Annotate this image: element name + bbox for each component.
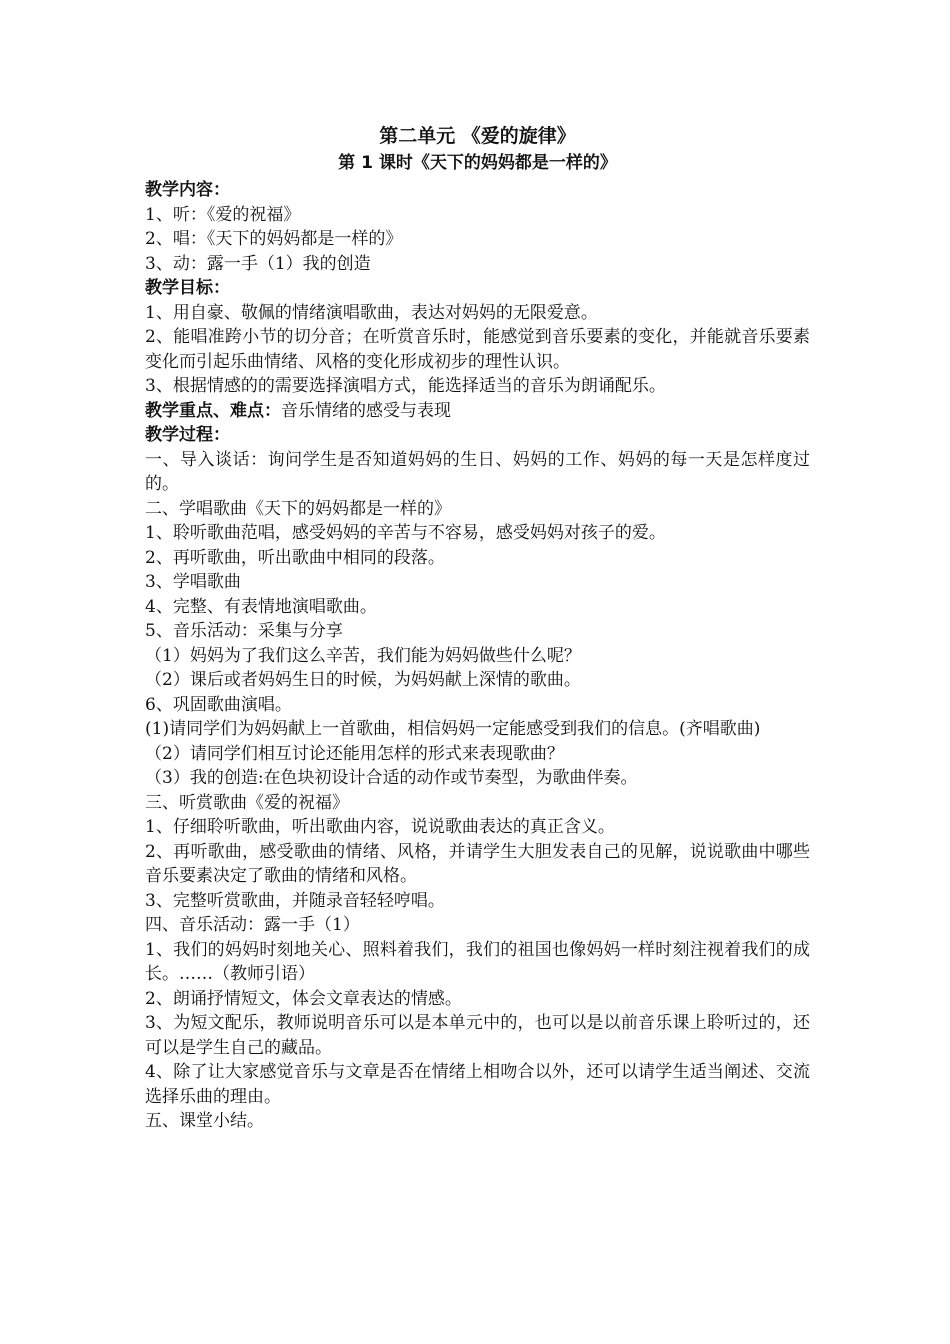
goal-item: 3、根据情感的的需要选择演唱方式，能选择适当的音乐为朗诵配乐。 [145,376,666,396]
key-points-text: 音乐情绪的感受与表现 [281,400,451,421]
process-item: 三、听赏歌曲《爱的祝福》 [145,792,349,813]
process-item: 3、为短文配乐，教师说明音乐可以是本单元中的，也可以是以前音乐课上聆听过的，还可以是学生自己的藏品。 [145,1013,810,1058]
content-item: 3、动：露一手（1）我的创造 [145,253,371,274]
process-item: 6、巩固歌曲演唱。 [145,694,292,715]
process-item: 2、再听歌曲，听出歌曲中相同的段落。 [145,547,445,568]
process-item: （2）请同学们相互讨论还能用怎样的形式来表现歌曲？ [145,743,564,764]
process-item: 五、课堂小结。 [145,1111,264,1131]
process-item: 2、再听歌曲，感受歌曲的情绪、风格，并请学生大胆发表自己的见解，说说歌曲中哪些音乐要素决定了歌曲的情绪和风格。 [145,841,810,886]
page-title: 第二单元 《爱的旋律》 [379,125,576,147]
process-item: 3、学唱歌曲 [145,572,241,592]
content-item: 2、唱：《天下的妈妈都是一样的》 [145,229,403,249]
content-heading: 教学内容： [145,180,230,200]
process-item: 一、导入谈话：询问学生是否知道妈妈的生日、妈妈的工作、妈妈的每一天是怎样度过的。 [145,449,810,494]
process-item: 4、除了让大家感觉音乐与文章是否在情绪上相吻合以外，还可以请学生适当阐述、交流选择乐曲的理由。 [145,1062,810,1107]
process-item: 二、学唱歌曲《天下的妈妈都是一样的》 [145,498,451,519]
goal-item: 2、能唱准跨小节的切分音；在听赏音乐时，能感觉到音乐要素的变化，并能就音乐要素变化而引起乐曲情绪、风格的变化形成初步的理性认识。 [145,327,810,372]
process-item: （3）我的创造:在色块初设计合适的动作或节奏型，为歌曲伴奏。 [145,768,638,788]
process-item: （2）课后或者妈妈生日的时候，为妈妈献上深情的歌曲。 [145,670,581,690]
process-item: 四、音乐活动：露一手（1） [145,915,360,935]
lesson-plan-body [145,122,810,1134]
content-item: 1、听：《爱的祝福》 [145,204,301,225]
process-item: 4、完整、有表情地演唱歌曲。 [145,596,377,617]
goals-heading: 教学目标： [145,278,230,298]
page-subtitle: 第 1 课时《天下的妈妈都是一样的》 [338,153,617,173]
process-item: 5、音乐活动：采集与分享 [145,621,343,641]
process-item: 1、聆听歌曲范唱，感受妈妈的辛苦与不容易，感受妈妈对孩子的爱。 [145,523,666,543]
process-item: (1)请同学们为妈妈献上一首歌曲，相信妈妈一定能感受到我们的信息。(齐唱歌曲) [145,719,761,739]
process-heading: 教学过程： [145,425,230,445]
key-points [145,399,810,424]
process-item: 1、仔细聆听歌曲，听出歌曲内容，说说歌曲表达的真正含义。 [145,817,615,837]
goal-item: 1、用自豪、敬佩的情绪演唱歌曲，表达对妈妈的无限爱意。 [145,302,598,323]
process-item: 2、朗诵抒情短文，体会文章表达的情感。 [145,988,462,1009]
process-item: 1、我们的妈妈时刻地关心、照料着我们，我们的祖国也像妈妈一样时刻注视着我们的成长。……（教师引语） [145,939,810,984]
key-points-label: 教学重点、难点： [145,400,281,421]
process-item: （1）妈妈为了我们这么辛苦，我们能为妈妈做些什么呢？ [145,645,581,666]
process-item: 3、完整听赏歌曲，并随录音轻轻哼唱。 [145,890,445,911]
